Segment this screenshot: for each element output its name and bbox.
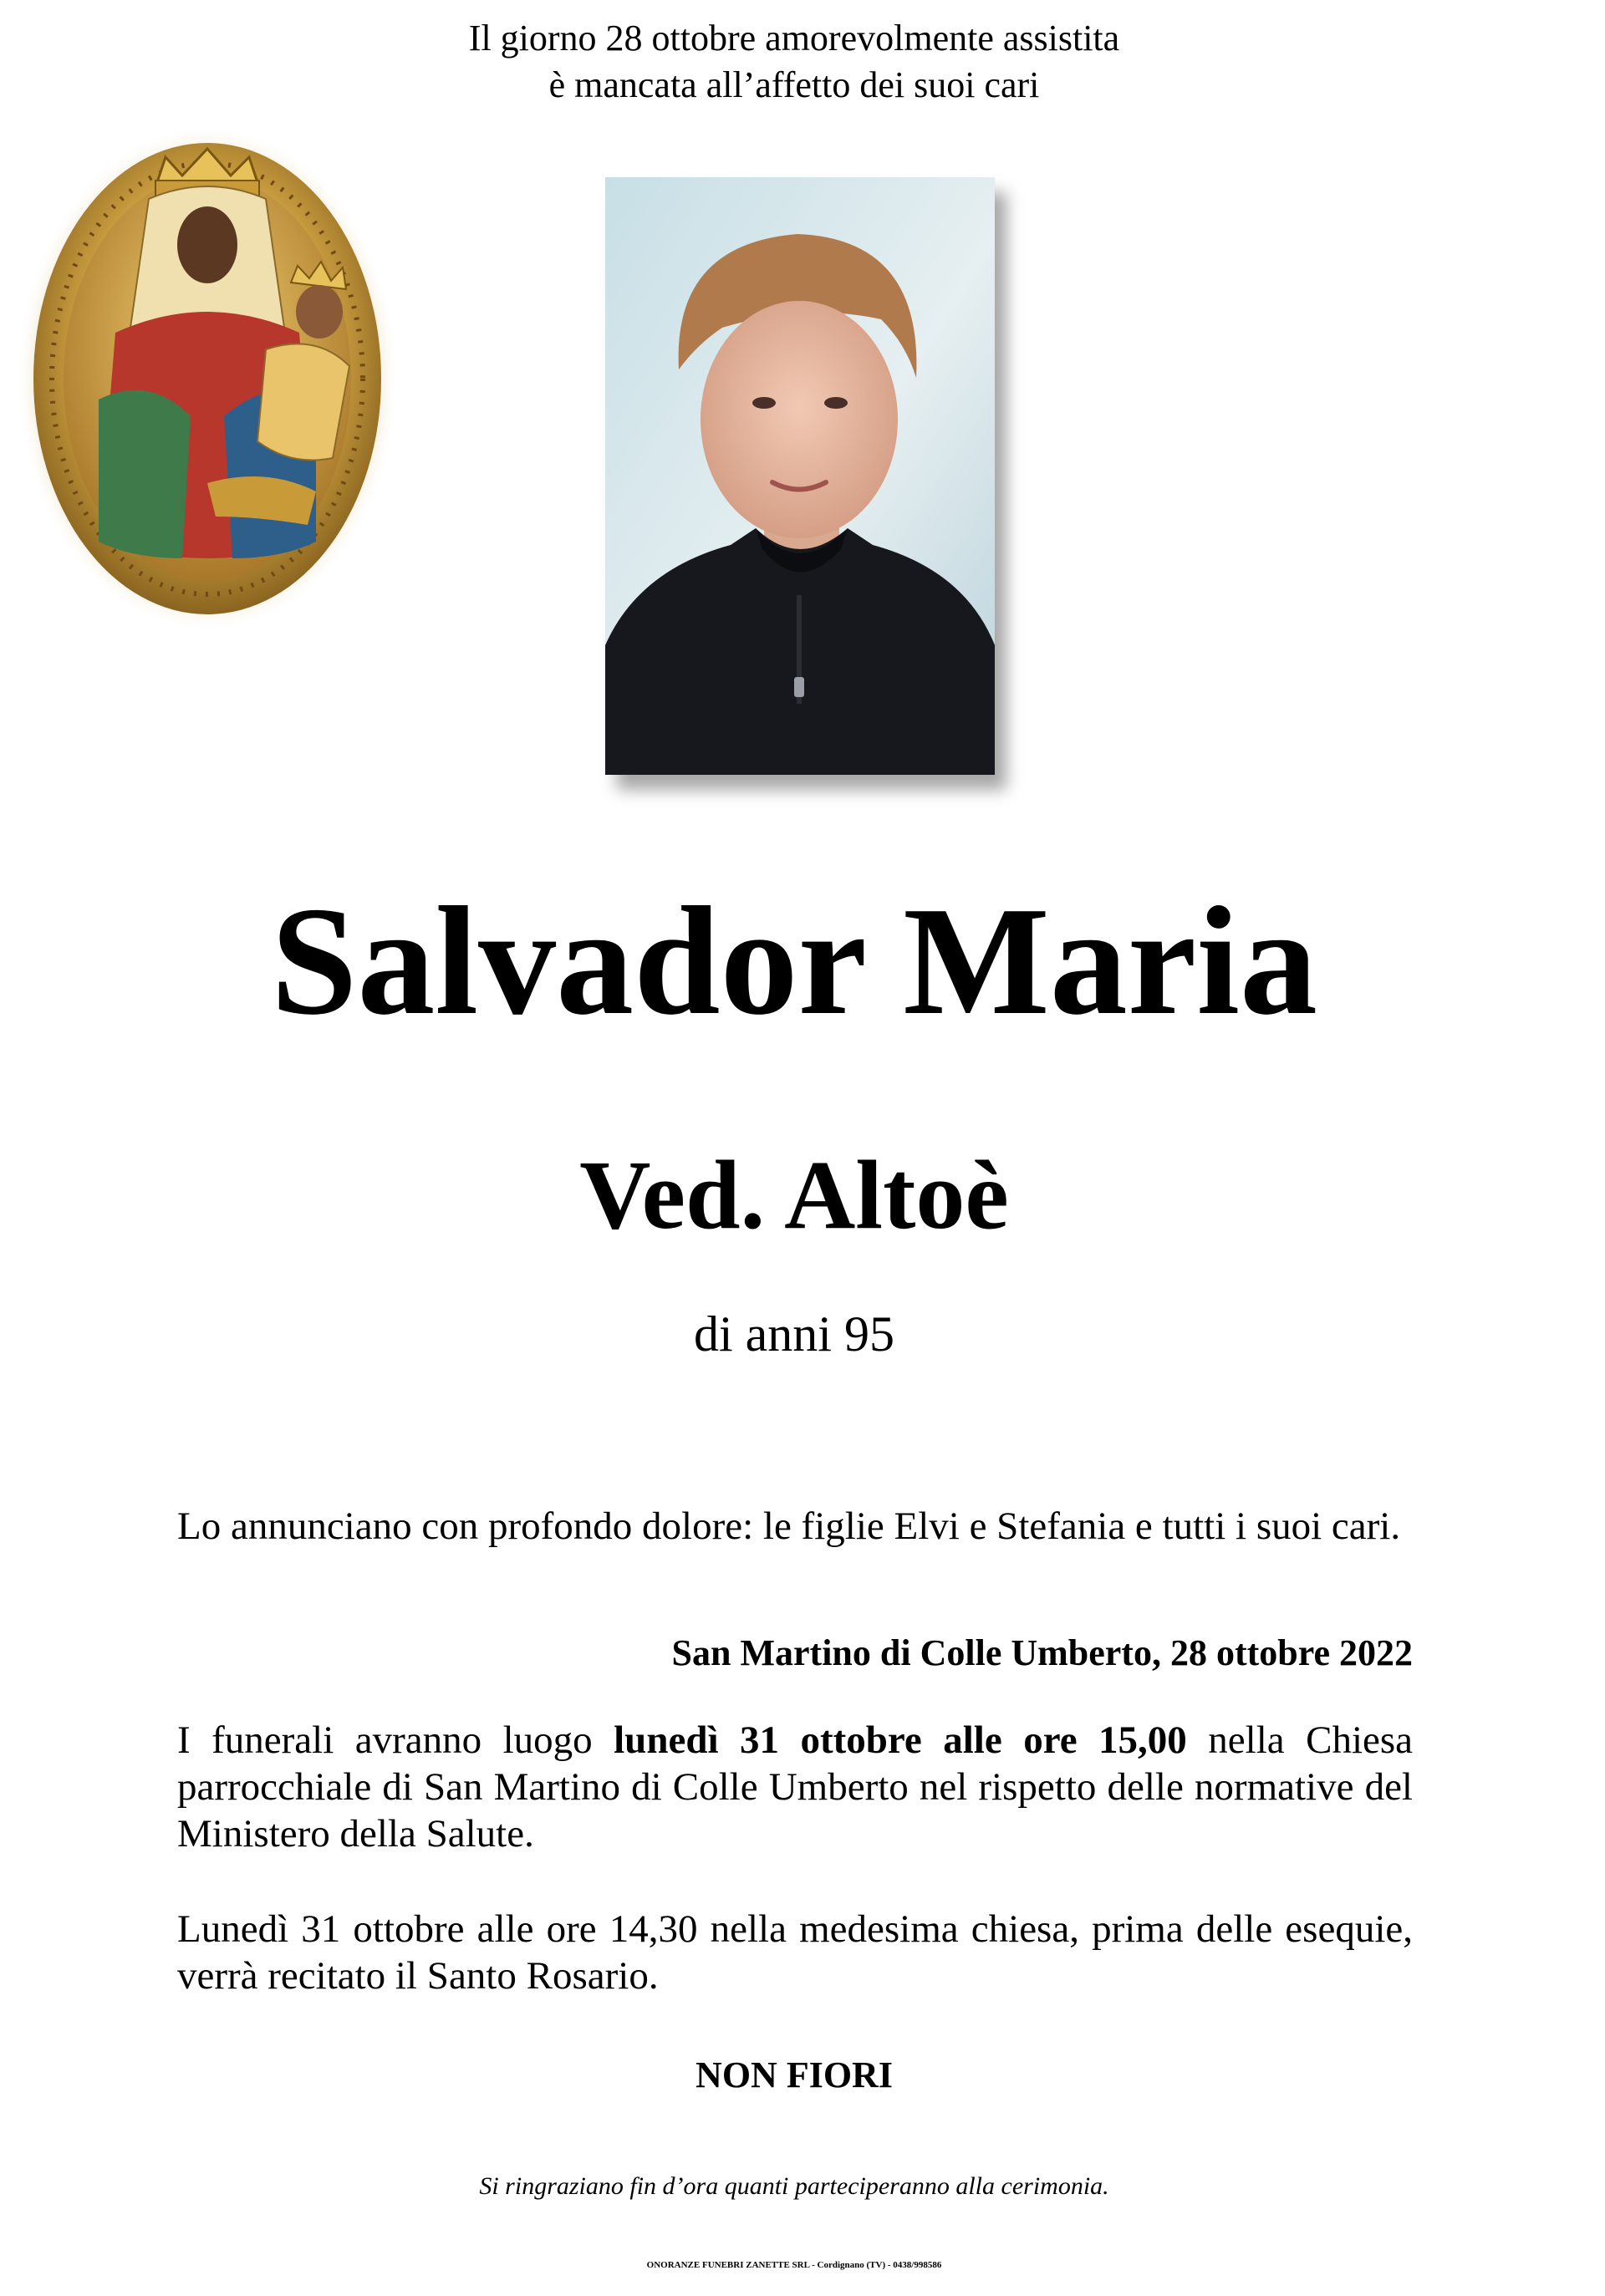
portrait-photo <box>605 177 995 775</box>
funeral-details <box>177 1717 1413 1857</box>
funeral-text-after: nella Chiesa parrocchiale di San Martino di Colle Umberto nel rispetto delle normative del Ministero della Salute. <box>177 1718 1414 1856</box>
intro-text <box>0 15 1588 109</box>
deceased-age: di anni 95 <box>694 1306 894 1362</box>
thanks-note: Si ringraziano fin d’ora quanti parteciperanno alla cerimonia. <box>479 2172 1109 2200</box>
intro-line-2: è mancata all’affetto dei suoi cari <box>548 64 1040 105</box>
funeral-home-footer: ONORANZE FUNEBRI ZANETTE SRL - Cordignano (TV) - 0438/998586 <box>646 2260 942 2270</box>
madonna-icon <box>15 124 400 634</box>
announcement-text: Lo annunciano con profondo dolore: le figlie Elvi e Stefania e tutti i suoi cari. <box>177 1504 1401 1548</box>
funeral-text-before: I funerali avranno luogo <box>177 1718 593 1762</box>
no-flowers-notice: NON FIORI <box>696 2054 893 2095</box>
place-and-date: San Martino di Colle Umberto, 28 ottobre 2022 <box>671 1632 1413 1673</box>
deceased-name: Salvador Maria <box>270 875 1318 1047</box>
intro-line-1: Il giorno 28 ottobre amorevolmente assistita <box>468 18 1120 59</box>
widow-of: Ved. Altoè <box>579 1140 1009 1250</box>
funeral-date-time: lunedì 31 ottobre alle ore 15,00 <box>614 1718 1187 1762</box>
rosary-notice: Lunedì 31 ottobre alle ore 14,30 nella medesima chiesa, prima delle esequie, verrà recitato il Santo Rosario. <box>177 1907 1413 1998</box>
